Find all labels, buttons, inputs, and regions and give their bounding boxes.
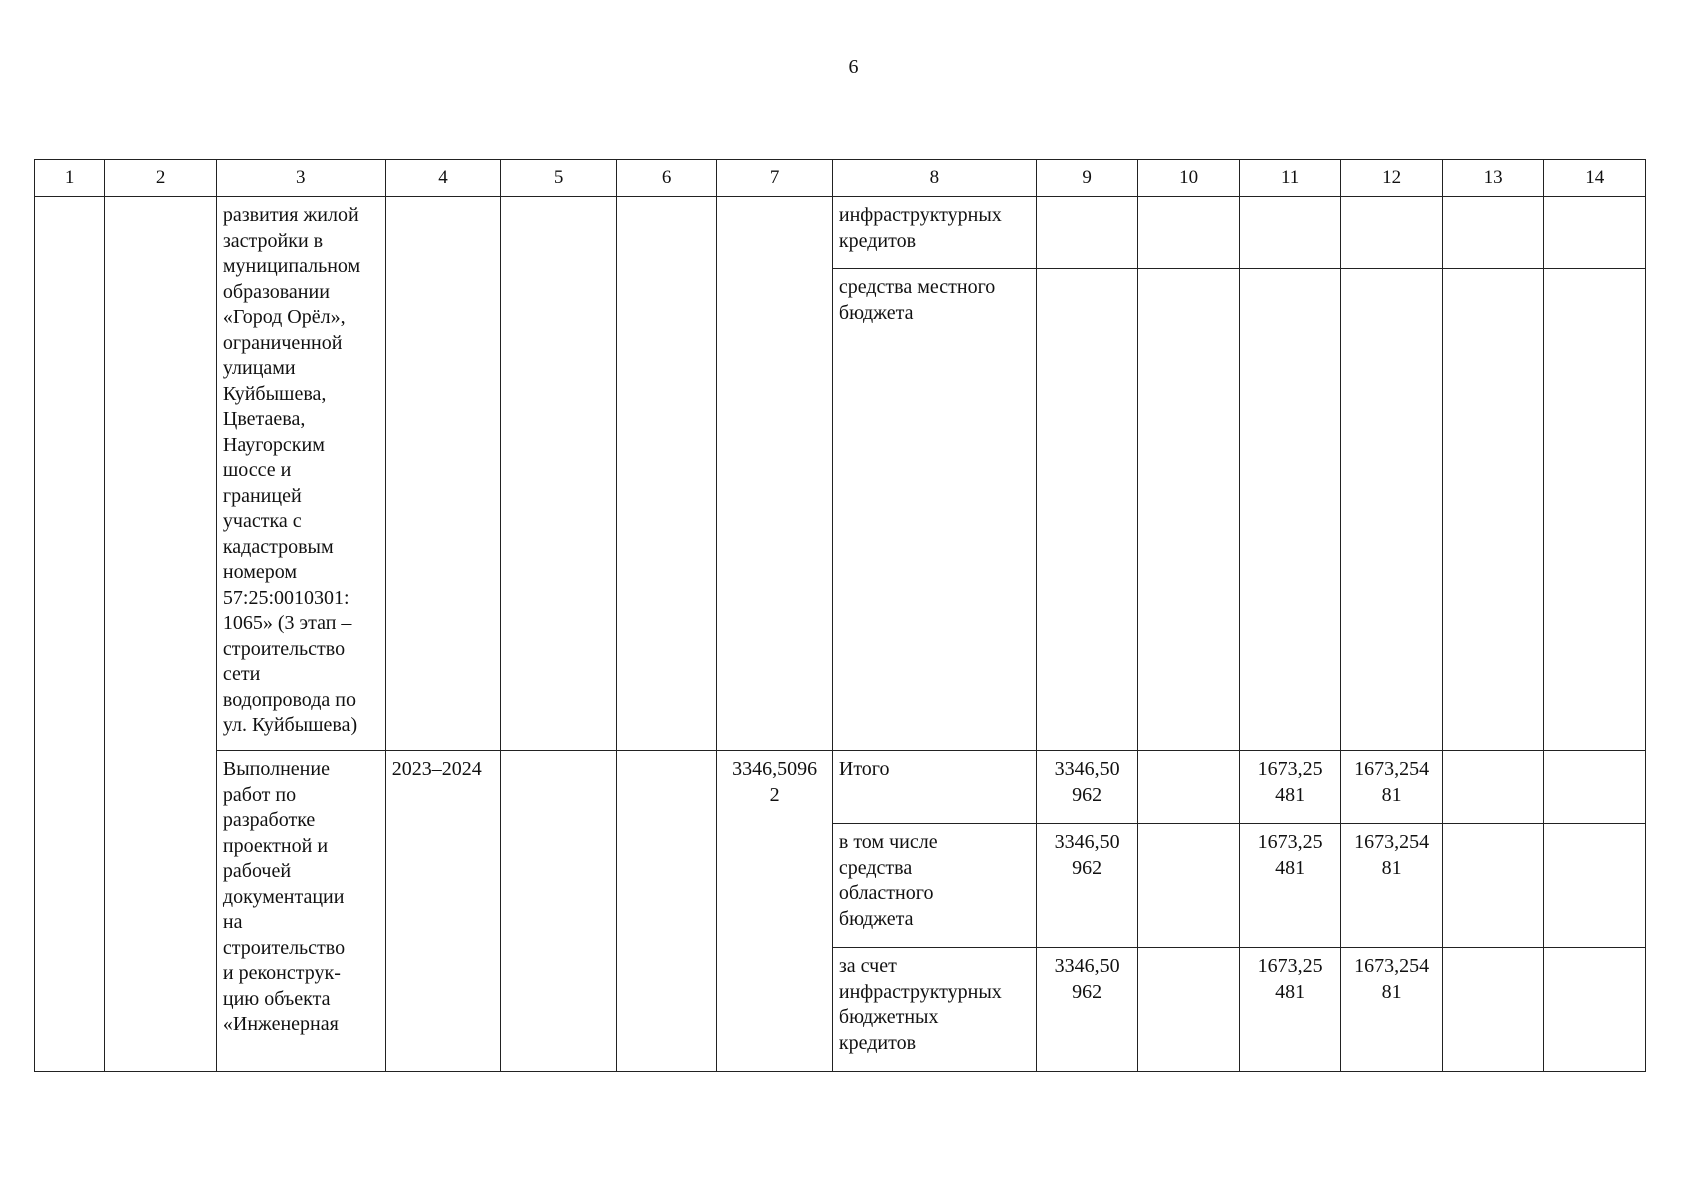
col14-cell [1544, 948, 1646, 1072]
table-header-row [35, 160, 1646, 197]
funding-source-cell: за счет инфраструктурных бюджетных кредитов [832, 948, 1036, 1072]
col14-cell [1544, 751, 1646, 824]
col6-cell [616, 197, 716, 751]
header-cell: 7 [717, 160, 833, 197]
col10-cell [1138, 269, 1240, 751]
header-cell: 4 [385, 160, 501, 197]
funding-source-cell: Итого [832, 751, 1036, 824]
header-cell: 13 [1442, 160, 1544, 197]
table-row [35, 751, 1646, 824]
funding-source-cell: инфраструктурных кредитов [832, 197, 1036, 269]
funding-source-cell: в том числе средства областного бюджета [832, 824, 1036, 948]
col4-cell [385, 197, 501, 751]
amount-cell: 3346,50 962 [1036, 751, 1138, 824]
col13-cell [1442, 948, 1544, 1072]
col13-cell [1442, 269, 1544, 751]
header-cell: 11 [1239, 160, 1341, 197]
object-description-cell: развития жилой застройки в муниципальном образовании «Город Орёл», ограниченной улицами Куйбышева, Цветаева, Наугорским шоссе и границей участка с кадастровым номером 57:25:0010301: 1065» (3 этап – строительство сети водопровода по ул. Куйбышева) [216, 197, 385, 751]
col12-cell [1341, 197, 1443, 269]
header-cell: 2 [105, 160, 217, 197]
col14-cell [1544, 197, 1646, 269]
amount-cell: 3346,50 962 [1036, 948, 1138, 1072]
header-cell: 8 [832, 160, 1036, 197]
header-cell: 1 [35, 160, 105, 197]
header-cell: 9 [1036, 160, 1138, 197]
object-description-cell: Выполнение работ по разработке проектной и рабочей документации на строительство и реконструк- цию объекта «Инженерная [216, 751, 385, 1072]
col5-cell [501, 197, 617, 751]
col2-cell [105, 197, 217, 1072]
col10-cell [1138, 751, 1240, 824]
header-cell: 6 [616, 160, 716, 197]
header-cell: 12 [1341, 160, 1443, 197]
col11-cell [1239, 197, 1341, 269]
page-number: 6 [848, 56, 859, 78]
col1-cell [35, 197, 105, 1072]
col9-cell [1036, 269, 1138, 751]
amount-cell: 3346,50 962 [1036, 824, 1138, 948]
table-row [35, 197, 1646, 269]
col6-cell [616, 751, 716, 1072]
period-cell: 2023–2024 [385, 751, 501, 1072]
col10-cell [1138, 948, 1240, 1072]
total-cost-cell: 3346,5096 2 [717, 751, 833, 1072]
amount-cell: 1673,25 481 [1239, 751, 1341, 824]
col7-cell [717, 197, 833, 751]
col14-cell [1544, 824, 1646, 948]
budget-table [34, 159, 1646, 1072]
col13-cell [1442, 197, 1544, 269]
amount-cell: 1673,254 81 [1341, 824, 1443, 948]
amount-cell: 1673,25 481 [1239, 948, 1341, 1072]
header-cell: 5 [501, 160, 617, 197]
header-cell: 3 [216, 160, 385, 197]
col10-cell [1138, 197, 1240, 269]
col9-cell [1036, 197, 1138, 269]
header-cell: 10 [1138, 160, 1240, 197]
col13-cell [1442, 824, 1544, 948]
col11-cell [1239, 269, 1341, 751]
col10-cell [1138, 824, 1240, 948]
amount-cell: 1673,25 481 [1239, 824, 1341, 948]
col5-cell [501, 751, 617, 1072]
col12-cell [1341, 269, 1443, 751]
amount-cell: 1673,254 81 [1341, 948, 1443, 1072]
header-cell: 14 [1544, 160, 1646, 197]
col14-cell [1544, 269, 1646, 751]
col13-cell [1442, 751, 1544, 824]
amount-cell: 1673,254 81 [1341, 751, 1443, 824]
funding-source-cell: средства местного бюджета [832, 269, 1036, 751]
